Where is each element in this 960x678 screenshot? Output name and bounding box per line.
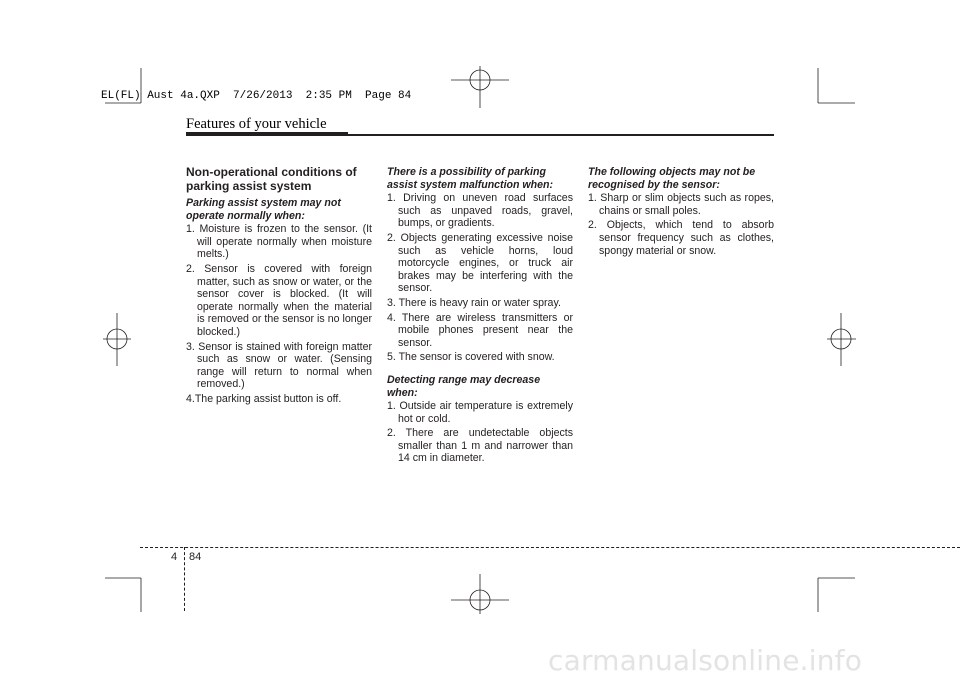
registration-target-left <box>103 313 131 366</box>
list-item: 3. Sensor is stained with foreign matter such as snow or water. (Sensing range will return to normal when removed.) <box>186 340 372 391</box>
range-list <box>387 400 573 465</box>
footer-rule <box>140 547 960 548</box>
section-number: 4 <box>171 551 178 563</box>
page-number: 84 <box>189 551 202 563</box>
registration-target-right <box>827 313 856 366</box>
list-item: 4.The parking assist button is off. <box>186 392 342 405</box>
watermark: carmanualsonline.info <box>548 644 863 677</box>
list-item: 2. Sensor is covered with foreign matter, such as snow or water, or the sensor cover is blocked. (It will operate normally when the material is removed or the sensor is no longer blocked.) <box>186 262 372 338</box>
list-item: 4. There are wireless transmitters or mobile phones present near the sensor. <box>387 311 573 349</box>
list-item: 2. Objects generating excessive noise such as vehicle horns, loud motorcycle engines, or truck air brakes may be interfering with the sensor. <box>387 231 573 295</box>
section-heading: Non-operational conditions of parking assist system <box>186 165 357 193</box>
list-item: 2. There are undetectable objects smaller than 1 m and narrower than 14 cm in diameter. <box>387 427 573 465</box>
registration-target-bottom <box>451 574 509 614</box>
page-header-title: Features of your vehicle <box>186 116 327 132</box>
list-item: 1. Sharp or slim objects such as ropes, chains or small poles. <box>588 192 774 217</box>
list-item: 1. Moisture is frozen to the sensor. (It will operate normally when moisture melts.) <box>186 223 372 261</box>
list-item: 1. Outside air temperature is extremely hot or cold. <box>387 400 573 425</box>
list-item: 1. Driving on uneven road surfaces such as unpaved roads, gravel, bumps, or gradients. <box>387 192 573 230</box>
footer-divider <box>184 547 185 611</box>
column-1 <box>186 166 372 408</box>
column-2 <box>387 166 573 467</box>
list-item: 2. Objects, which tend to absorb sensor frequency such as clothes, spongy material or snow. <box>588 219 774 257</box>
condition-list <box>186 223 372 405</box>
subheading: Parking assist system may not operate normally when: <box>186 197 341 222</box>
subheading: The following objects may not be recognised by the sensor: <box>588 166 756 191</box>
objects-list <box>588 192 774 257</box>
subheading: There is a possibility of parking assist system malfunction when: <box>387 166 554 191</box>
subheading: Detecting range may decrease when: <box>387 373 541 399</box>
malfunction-list <box>387 192 573 364</box>
list-item: 3. There is heavy rain or water spray. <box>387 296 561 309</box>
header-rule <box>186 134 774 136</box>
print-slug: EL(FL) Aust 4a.QXP 7/26/2013 2:35 PM Page 84 <box>101 90 412 102</box>
column-3 <box>588 166 774 259</box>
list-item: 5. The sensor is covered with snow. <box>387 351 555 364</box>
registration-target-top <box>451 66 509 108</box>
